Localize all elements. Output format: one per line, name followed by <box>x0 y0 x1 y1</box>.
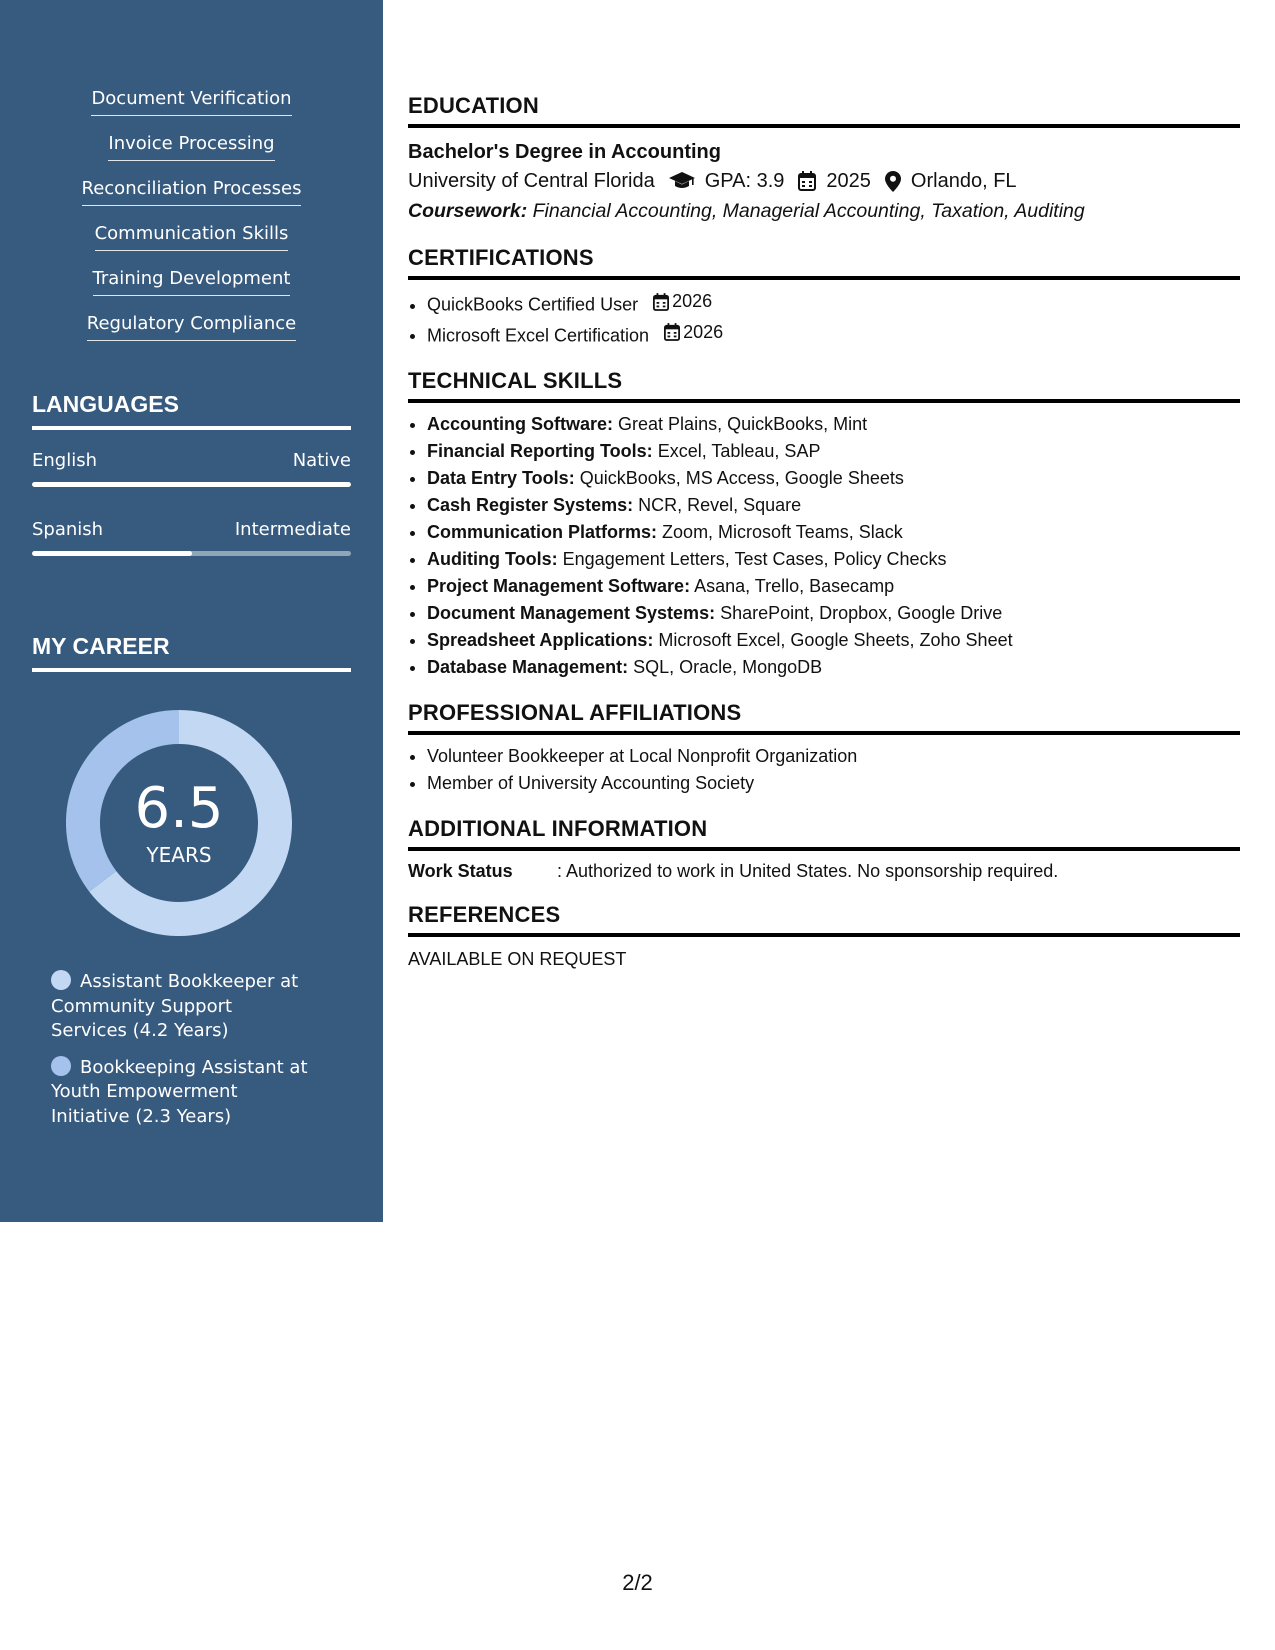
skill-values: Microsoft Excel, Google Sheets, Zoho Sheet <box>658 630 1013 650</box>
language-level: Native <box>292 450 351 471</box>
references-section <box>408 901 1240 971</box>
coursework-label: Coursework: <box>408 200 528 222</box>
calendar-icon <box>653 293 669 311</box>
affiliations-heading: PROFESSIONAL AFFILIATIONS <box>408 699 1240 735</box>
affiliations-section <box>408 699 1240 797</box>
certification-name: QuickBooks Certified User <box>427 294 639 315</box>
language-name: English <box>32 450 97 471</box>
calendar-icon <box>664 323 680 341</box>
technical-skills-list <box>408 411 1240 681</box>
certification-name: Microsoft Excel Certification <box>427 325 650 345</box>
career-item-text: Bookkeeping Assistant at Youth Empowerment Initiative (2.3 Years) <box>51 1056 308 1127</box>
skill-values: Zoom, Microsoft Teams, Slack <box>662 522 903 542</box>
skill-category: Auditing Tools: <box>427 549 558 569</box>
page-number: 2/2 <box>622 1570 653 1595</box>
graduation-cap-icon <box>669 172 695 190</box>
sidebar <box>0 0 383 1222</box>
skill-values: Excel, Tableau, SAP <box>657 441 821 461</box>
technical-skill-item <box>427 465 1240 492</box>
career-item <box>51 1056 311 1130</box>
school-name: University of Central Florida <box>408 170 655 192</box>
technical-skill-item <box>427 573 1240 600</box>
skill-category: Accounting Software: <box>427 414 614 434</box>
skill-values: Engagement Letters, Test Cases, Policy Checks <box>562 549 947 569</box>
language-english <box>32 449 351 487</box>
technical-skill-item <box>427 411 1240 438</box>
work-status-row <box>408 859 1240 883</box>
language-spanish <box>32 518 351 556</box>
skill-category: Cash Register Systems: <box>427 495 634 515</box>
language-level: Intermediate <box>234 519 351 540</box>
technical-skill-item <box>427 438 1240 465</box>
skill-item[interactable]: Invoice Processing <box>108 131 274 161</box>
certification-year: 2026 <box>672 291 713 311</box>
technical-skill-item <box>427 546 1240 573</box>
language-proficiency-bar <box>32 482 351 487</box>
skill-category: Database Management: <box>427 657 629 677</box>
skill-category: Communication Platforms: <box>427 522 658 542</box>
career-item <box>51 970 311 1044</box>
skill-item[interactable]: Regulatory Compliance <box>87 311 296 341</box>
skills-list <box>0 86 383 356</box>
certifications-section <box>408 244 1240 349</box>
degree-title: Bachelor's Degree in Accounting <box>408 141 721 163</box>
calendar-icon <box>798 171 816 191</box>
language-proficiency-fill <box>32 482 351 487</box>
graduation-year: 2025 <box>826 170 871 192</box>
language-proficiency-bar <box>32 551 351 556</box>
certifications-list <box>408 288 1240 349</box>
skill-item[interactable]: Communication Skills <box>95 221 289 251</box>
affiliation-item: • Member of University Accounting Society <box>427 770 1240 797</box>
career-list <box>51 970 311 1141</box>
skill-category: Data Entry Tools: <box>427 468 575 488</box>
affiliations-list <box>408 743 1240 797</box>
career-legend-dot <box>51 970 71 990</box>
career-legend-dot <box>51 1056 71 1076</box>
technical-skill-item <box>427 492 1240 519</box>
skill-category: Project Management Software: <box>427 576 691 596</box>
references-heading: REFERENCES <box>408 901 1240 937</box>
language-proficiency-fill <box>32 551 192 556</box>
skill-values: Great Plains, QuickBooks, Mint <box>618 414 868 434</box>
career-heading: MY CAREER <box>32 632 351 672</box>
certification-item <box>427 288 1240 319</box>
skill-item[interactable]: Reconciliation Processes <box>82 176 302 206</box>
affiliation-item: • Volunteer Bookkeeper at Local Nonprofit Organization <box>427 743 1240 770</box>
certification-year: 2026 <box>683 321 724 342</box>
career-item-text: Assistant Bookkeeper at Community Support Services (4.2 Years) <box>51 971 299 1041</box>
technical-skills-heading: TECHNICAL SKILLS <box>408 367 1240 403</box>
skill-values: SQL, Oracle, MongoDB <box>633 657 823 677</box>
main-content <box>408 92 1240 971</box>
skill-item[interactable]: Document Verification <box>91 86 291 116</box>
career-total-unit: YEARS <box>146 843 212 867</box>
skill-category: Financial Reporting Tools: <box>427 441 653 461</box>
location-pin-icon <box>885 171 901 192</box>
coursework <box>408 196 1240 226</box>
education-details <box>408 166 1240 196</box>
skill-values: Asana, Trello, Basecamp <box>694 576 895 596</box>
certification-item <box>427 319 1240 350</box>
coursework-list: Financial Accounting, Managerial Accounting, Taxation, Auditing <box>532 200 1085 222</box>
technical-skill-item <box>427 600 1240 627</box>
career-total-years: 6.5 <box>134 776 224 841</box>
languages-heading: LANGUAGES <box>32 390 351 430</box>
skill-item[interactable]: Training Development <box>93 266 291 296</box>
references-text: AVAILABLE ON REQUEST <box>408 949 627 969</box>
skill-category: Spreadsheet Applications: <box>427 630 654 650</box>
work-status-label: Work Status <box>408 861 513 881</box>
gpa: GPA: 3.9 <box>704 170 785 192</box>
technical-skill-item <box>427 654 1240 681</box>
skill-category: Document Management Systems: <box>427 603 716 623</box>
education-section <box>408 92 1240 226</box>
skill-values: NCR, Revel, Square <box>638 495 802 515</box>
education-heading: EDUCATION <box>408 92 1240 128</box>
school-location: Orlando, FL <box>910 170 1017 192</box>
skill-values: QuickBooks, MS Access, Google Sheets <box>579 468 904 488</box>
technical-skill-item <box>427 519 1240 546</box>
work-status-value: : Authorized to work in United States. No sponsorship required. <box>557 861 1059 881</box>
skill-values: SharePoint, Dropbox, Google Drive <box>720 603 1003 623</box>
technical-skills-section <box>408 367 1240 681</box>
additional-info-section <box>408 815 1240 883</box>
certifications-heading: CERTIFICATIONS <box>408 244 1240 280</box>
language-name: Spanish <box>32 519 104 540</box>
additional-info-heading: ADDITIONAL INFORMATION <box>408 815 1240 851</box>
technical-skill-item <box>427 627 1240 654</box>
